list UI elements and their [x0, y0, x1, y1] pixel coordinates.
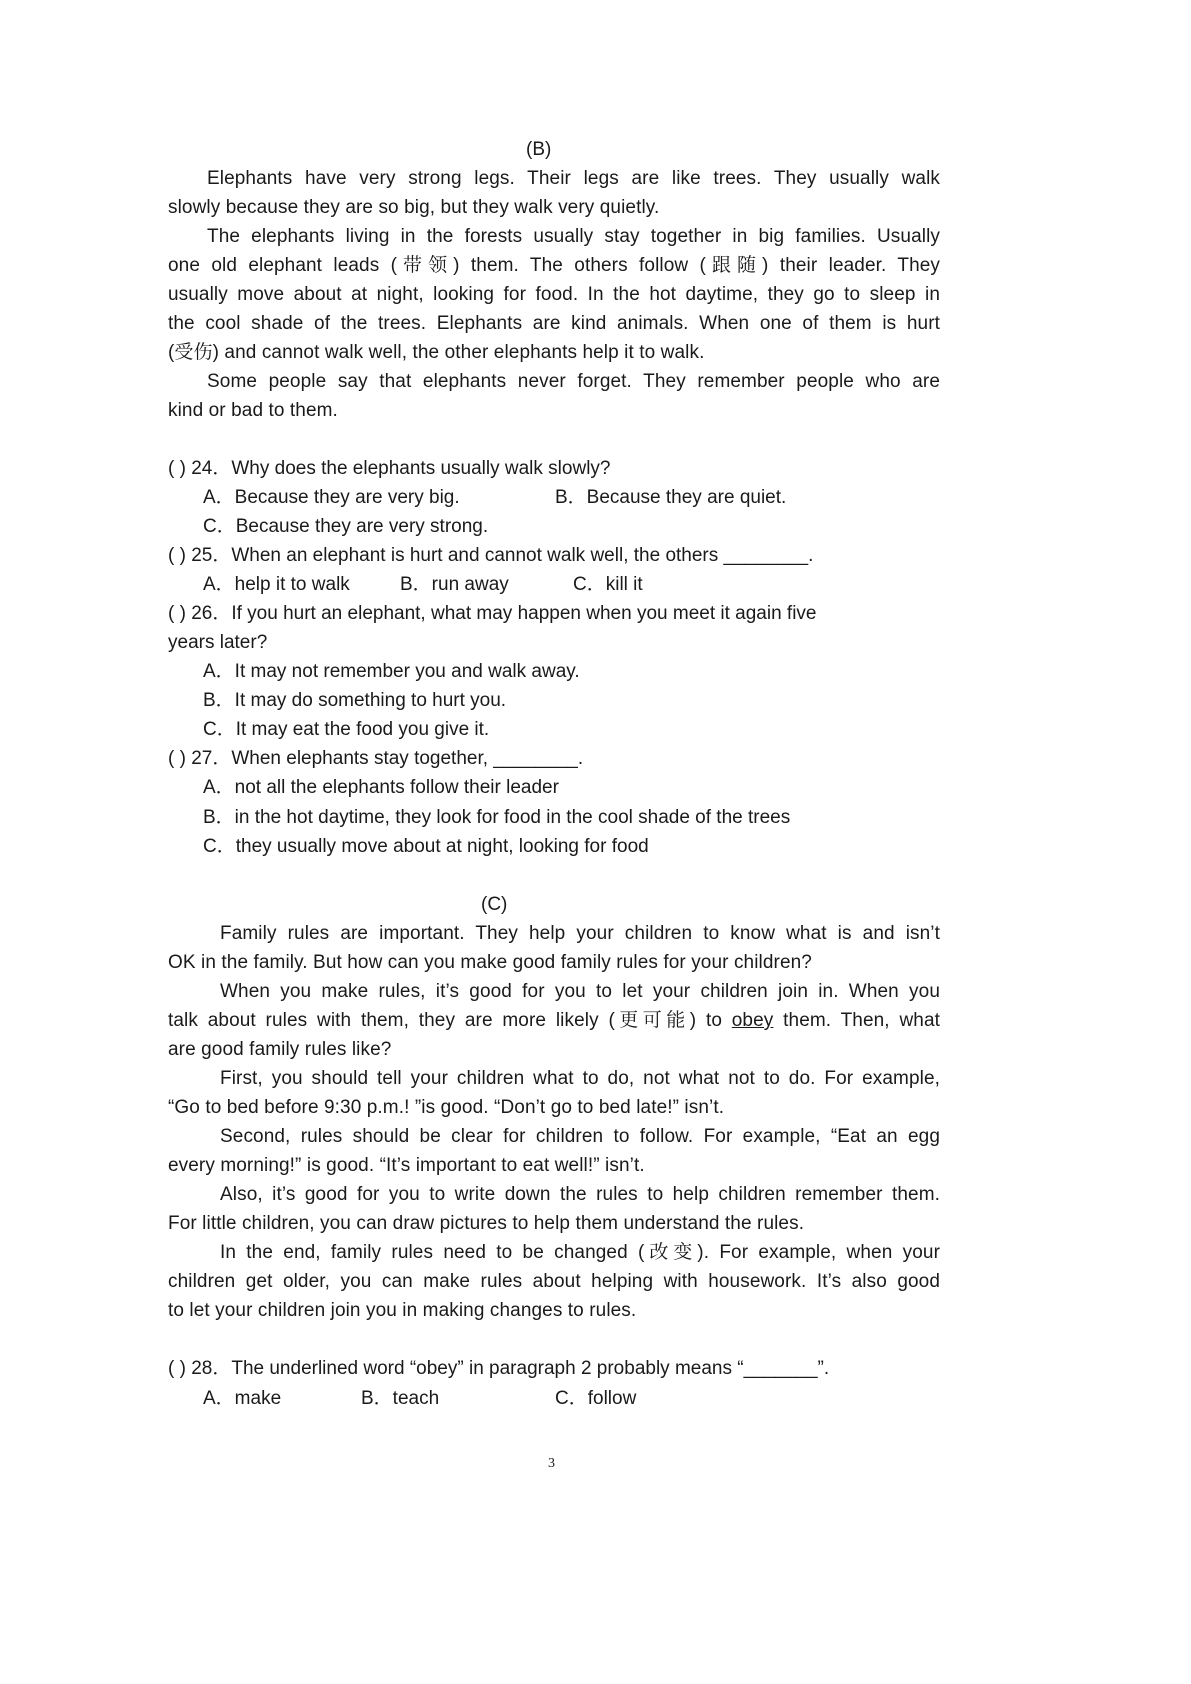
- question-26-stem-continued: years later?: [168, 632, 268, 653]
- passage-c-p6-line-1: In the end, family rules need to be changed (改变). For example, when your: [220, 1242, 940, 1263]
- passage-c-p3-line-2: “Go to bed before 9:30 p.m.! ”is good. “Don’t go to bed late!” isn’t.: [168, 1097, 725, 1118]
- passage-b-line-3: The elephants living in the forests usually stay together in big families. Usually: [207, 226, 940, 247]
- question-26-option-a[interactable]: A．It may not remember you and walk away.: [203, 661, 580, 682]
- page-number: 3: [548, 1456, 555, 1471]
- question-25-option-b[interactable]: B．run away: [400, 574, 509, 595]
- passage-b-line-7: (受伤) and cannot walk well, the other elephants help it to walk.: [168, 342, 705, 363]
- question-24-option-b[interactable]: B．Because they are quiet.: [555, 487, 787, 508]
- question-28-option-a[interactable]: A．make: [203, 1388, 282, 1409]
- passage-b-line-6: the cool shade of the trees. Elephants are kind animals. When one of them is hurt: [168, 313, 940, 334]
- question-24-option-c[interactable]: C．Because they are very strong.: [203, 516, 489, 537]
- underlined-word-obey: obey: [731, 1010, 774, 1031]
- passage-c-p6-line-3: to let your children join you in making changes to rules.: [168, 1300, 637, 1321]
- passage-b-line-2: slowly because they are so big, but they walk very quietly.: [168, 197, 660, 218]
- question-27-option-b[interactable]: B．in the hot daytime, they look for food in the cool shade of the trees: [203, 807, 791, 828]
- passage-c-p4-line-2: every morning!” is good. “It’s important to eat well!” isn’t.: [168, 1155, 645, 1176]
- section-b-heading: (B): [526, 139, 552, 160]
- question-26-option-c[interactable]: C．It may eat the food you give it.: [203, 719, 490, 740]
- question-26-option-b[interactable]: B．It may do something to hurt you.: [203, 690, 507, 711]
- passage-c-p3-line-1: First, you should tell your children what to do, not what not to do. For example,: [220, 1068, 940, 1089]
- passage-c-p2-line-3: are good family rules like?: [168, 1039, 392, 1060]
- question-25-option-a[interactable]: A．help it to walk: [203, 574, 350, 595]
- question-24-stem: ( ) 24．Why does the elephants usually walk slowly?: [168, 458, 611, 479]
- passage-c-p2-line-1: When you make rules, it’s good for you to let your children join in. When you: [220, 981, 940, 1002]
- question-26-stem: ( ) 26．If you hurt an elephant, what may happen when you meet it again five: [168, 603, 817, 624]
- passage-b-line-9: kind or bad to them.: [168, 400, 338, 421]
- question-27-option-c[interactable]: C．they usually move about at night, looking for food: [203, 836, 649, 857]
- passage-c-p1-line-2: OK in the family. But how can you make good family rules for your children?: [168, 952, 812, 973]
- passage-c-p6-line-2: children get older, you can make rules about helping with housework. It’s also good: [168, 1271, 940, 1292]
- question-25-option-c[interactable]: C．kill it: [573, 574, 643, 595]
- question-28-option-b[interactable]: B．teach: [361, 1388, 440, 1409]
- passage-c-p5-line-2: For little children, you can draw pictures to help them understand the rules.: [168, 1213, 805, 1234]
- question-25-stem: ( ) 25．When an elephant is hurt and cannot walk well, the others ________.: [168, 545, 814, 566]
- section-c-heading: (C): [481, 894, 508, 915]
- question-27-stem: ( ) 27．When elephants stay together, ________.: [168, 748, 584, 769]
- passage-b-line-4: one old elephant leads (带领) them. The others follow (跟随) their leader. They: [168, 255, 940, 276]
- passage-b-line-1: Elephants have very strong legs. Their legs are like trees. They usually walk: [207, 168, 940, 189]
- passage-c-p2-line-2: talk about rules with them, they are more likely (更可能) to obey them. Then, what: [168, 1010, 940, 1031]
- question-24-option-a[interactable]: A．Because they are very big.: [203, 487, 460, 508]
- passage-c-p1-line-1: Family rules are important. They help your children to know what is and isn’t: [220, 923, 940, 944]
- passage-c-p4-line-1: Second, rules should be clear for children to follow. For example, “Eat an egg: [220, 1126, 940, 1147]
- passage-b-line-5: usually move about at night, looking for food. In the hot daytime, they go to sleep in: [168, 284, 940, 305]
- question-27-option-a[interactable]: A．not all the elephants follow their leader: [203, 777, 559, 798]
- question-28-stem: ( ) 28．The underlined word “obey” in paragraph 2 probably means “_______”.: [168, 1358, 830, 1379]
- passage-b-line-8: Some people say that elephants never forget. They remember people who are: [207, 371, 940, 392]
- passage-c-p5-line-1: Also, it’s good for you to write down the rules to help children remember them.: [220, 1184, 940, 1205]
- question-28-option-c[interactable]: C．follow: [555, 1388, 637, 1409]
